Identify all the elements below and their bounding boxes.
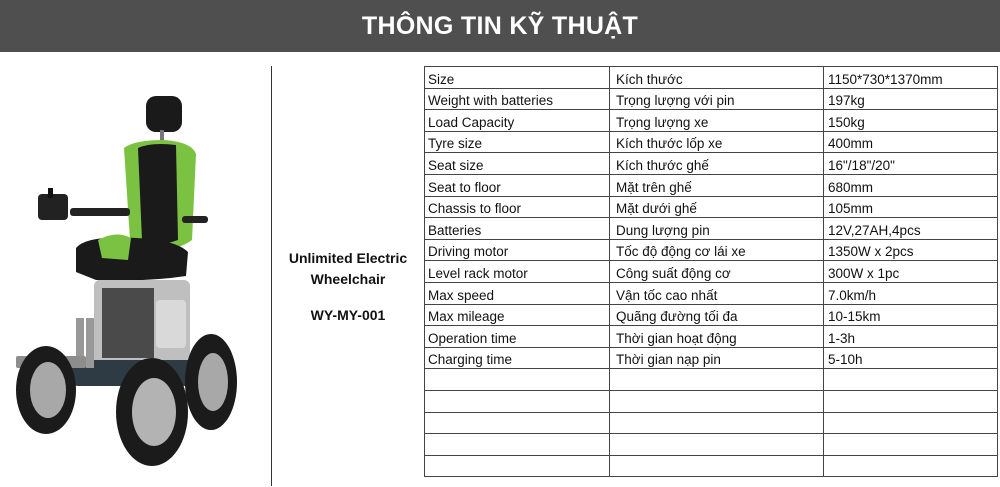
spec-label-vi: Công suất động cơ <box>610 261 824 283</box>
spec-label-en: Size <box>425 67 610 89</box>
wheelchair-image <box>6 90 264 475</box>
spec-label-en: Chassis to floor <box>425 196 610 218</box>
table-row-empty <box>425 455 998 477</box>
empty-cell <box>610 434 824 456</box>
table-row <box>425 218 998 240</box>
spec-label-vi: Trọng lượng xe <box>610 110 824 132</box>
spec-label-en: Seat to floor <box>425 174 610 196</box>
table-row <box>425 67 998 89</box>
spec-table <box>424 66 998 477</box>
product-name-line2: Wheelchair <box>310 271 386 287</box>
empty-cell <box>425 390 610 412</box>
spec-label-en: Charging time <box>425 347 610 369</box>
table-row <box>425 153 998 175</box>
spec-label-en: Max mileage <box>425 304 610 326</box>
spec-label-en: Weight with batteries <box>425 88 610 110</box>
spec-value: 1350W x 2pcs <box>824 239 998 261</box>
table-row <box>425 304 998 326</box>
spec-value: 105mm <box>824 196 998 218</box>
table-row <box>425 131 998 153</box>
table-row-empty <box>425 390 998 412</box>
spec-label-vi: Tốc độ động cơ lái xe <box>610 239 824 261</box>
spec-value: 7.0km/h <box>824 282 998 304</box>
spec-label-vi: Thời gian nạp pin <box>610 347 824 369</box>
table-row <box>425 88 998 110</box>
spec-label-en: Tyre size <box>425 131 610 153</box>
empty-cell <box>824 412 998 434</box>
table-row <box>425 282 998 304</box>
spec-label-en: Operation time <box>425 326 610 348</box>
spec-value: 680mm <box>824 174 998 196</box>
spec-value: 400mm <box>824 131 998 153</box>
page-title: THÔNG TIN KỸ THUẬT <box>361 11 639 40</box>
table-row <box>425 196 998 218</box>
spec-value: 300W x 1pc <box>824 261 998 283</box>
spec-label-vi: Vận tốc cao nhất <box>610 282 824 304</box>
empty-cell <box>824 455 998 477</box>
spec-value: 10-15km <box>824 304 998 326</box>
table-row-empty <box>425 434 998 456</box>
spec-label-vi: Thời gian hoạt động <box>610 326 824 348</box>
spec-value: 197kg <box>824 88 998 110</box>
spec-label-vi: Trọng lượng với pin <box>610 88 824 110</box>
empty-cell <box>425 434 610 456</box>
table-row-empty <box>425 412 998 434</box>
spec-label-en: Seat size <box>425 153 610 175</box>
table-row <box>425 326 998 348</box>
table-row <box>425 261 998 283</box>
product-name-line1: Unlimited Electric <box>288 250 408 266</box>
spec-value: 5-10h <box>824 347 998 369</box>
empty-cell <box>610 390 824 412</box>
spec-label-vi: Dung lượng pin <box>610 218 824 240</box>
spec-value: 1150*730*1370mm <box>824 67 998 89</box>
product-code: WY-MY-001 <box>310 307 386 323</box>
table-row <box>425 239 998 261</box>
empty-cell <box>824 434 998 456</box>
spec-label-vi: Kích thước <box>610 67 824 89</box>
spec-label-en: Batteries <box>425 218 610 240</box>
empty-cell <box>425 369 610 391</box>
spec-value: 12V,27AH,4pcs <box>824 218 998 240</box>
table-row-empty <box>425 369 998 391</box>
spec-label-vi: Kích thước lốp xe <box>610 131 824 153</box>
empty-cell <box>610 412 824 434</box>
empty-cell <box>610 369 824 391</box>
spec-label-en: Max speed <box>425 282 610 304</box>
spec-value: 150kg <box>824 110 998 132</box>
page-header <box>0 0 1000 52</box>
empty-cell <box>824 390 998 412</box>
spec-value: 16"/18"/20" <box>824 153 998 175</box>
spec-label-en: Level rack motor <box>425 261 610 283</box>
divider-left <box>271 66 272 486</box>
empty-cell <box>425 412 610 434</box>
empty-cell <box>425 455 610 477</box>
spec-label-vi: Mặt dưới ghế <box>610 196 824 218</box>
table-row <box>425 347 998 369</box>
spec-label-vi: Kích thước ghế <box>610 153 824 175</box>
table-row <box>425 174 998 196</box>
empty-cell <box>610 455 824 477</box>
spec-label-en: Driving motor <box>425 239 610 261</box>
empty-cell <box>824 369 998 391</box>
table-row <box>425 110 998 132</box>
spec-value: 1-3h <box>824 326 998 348</box>
spec-label-en: Load Capacity <box>425 110 610 132</box>
product-info <box>275 248 421 326</box>
spec-label-vi: Quãng đường tối đa <box>610 304 824 326</box>
spec-label-vi: Mặt trên ghế <box>610 174 824 196</box>
